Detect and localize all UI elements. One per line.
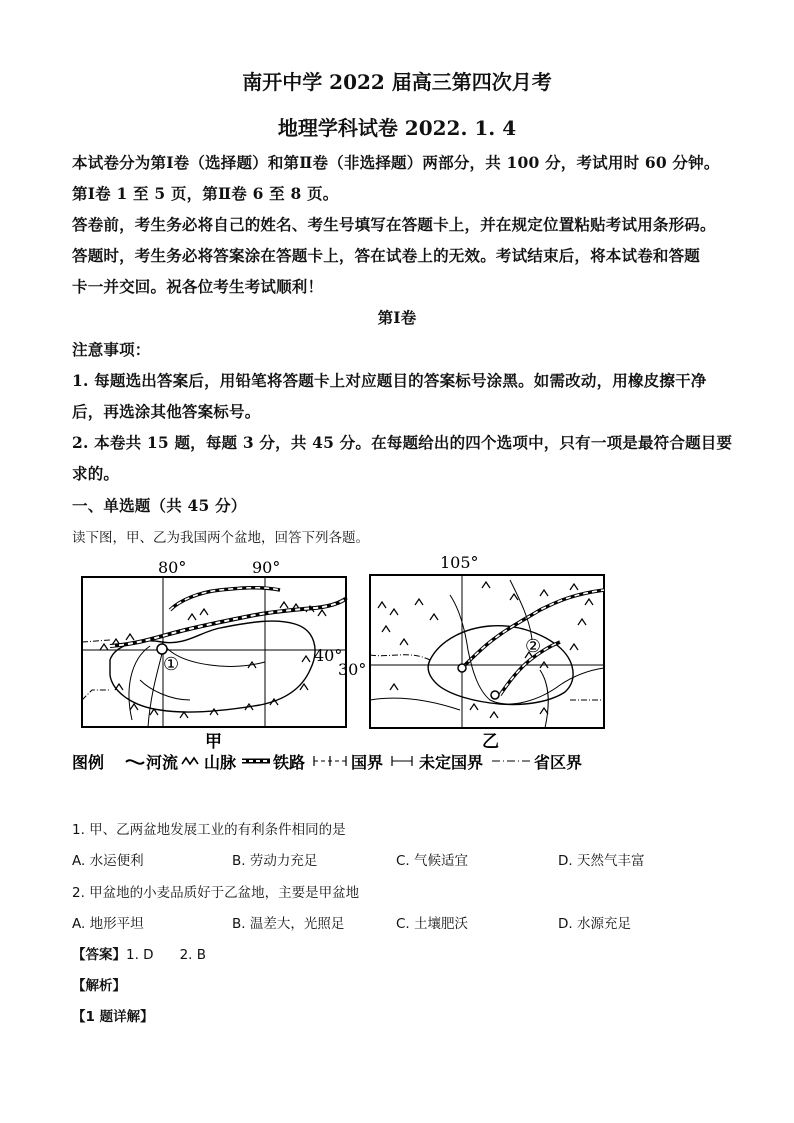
mountain-legend-icon: [182, 758, 198, 764]
legend-railway: 铁路: [273, 753, 306, 772]
legend-river: 河流: [146, 753, 179, 772]
note-1-line-2: 后，再选涂其他答案标号。: [72, 402, 261, 421]
detail-label: 【1 题详解】: [72, 1009, 154, 1025]
map-left-lon2: 90°: [252, 558, 281, 577]
map-right-caption: 乙: [482, 732, 499, 752]
map-left-lon1: 80°: [158, 558, 187, 577]
intro-line-4: 答题时，考生务必将答案涂在答题卡上，答在试卷上的无效。考试结束后，将本试卷和答题: [72, 246, 701, 265]
notes-title: 注意事项：: [72, 340, 151, 359]
question-1-stem: 1. 甲、乙两盆地发展工业的有利条件相同的是: [72, 822, 346, 838]
question-2-option-d[interactable]: D. 水源充足: [558, 916, 631, 932]
exam-title: 南开中学 2022 届高三第四次月考: [242, 70, 552, 94]
question-2-option-b[interactable]: B. 温差大，光照足: [232, 916, 345, 932]
legend-undefined-border: 未定国界: [419, 753, 484, 772]
note-2-line-2: 求的。: [72, 464, 120, 483]
intro-line-3: 答卷前，考生务必将自己的姓名、考生号填写在答题卡上，并在规定位置粘贴考试用条形码。: [72, 215, 716, 234]
question-2-option-a[interactable]: A. 地形平坦: [72, 916, 144, 932]
note-2-line-1: 2. 本卷共 15 题，每题 3 分，共 45 分。在每题给出的四个选项中，只有一项是最符合题目要: [72, 433, 733, 452]
map-right-lat: 30°: [338, 660, 367, 679]
intro-line-1: 本试卷分为第Ⅰ卷（选择题）和第Ⅱ卷（非选择题）两部分，共 100 分，考试用时 60 分钟。: [72, 153, 720, 172]
question-1-option-a[interactable]: A. 水运便利: [72, 853, 144, 869]
analysis-label: 【解析】: [72, 978, 126, 994]
note-1-line-1: 1. 每题选出答案后，用铅笔将答题卡上对应题目的答案标号涂黑。如需改动，用橡皮擦干净: [72, 371, 707, 390]
intro-line-2: 第Ⅰ卷 1 至 5 页，第Ⅱ卷 6 至 8 页。: [72, 184, 339, 203]
map-legend: [72, 753, 582, 772]
answer-line: [72, 943, 206, 963]
exam-subtitle: 地理学科试卷 2022. 1. 4: [277, 116, 517, 140]
map-left: [82, 577, 346, 727]
question-1-option-d[interactable]: D. 天然气丰富: [558, 853, 645, 869]
answer-value-2: 2. B: [179, 947, 207, 963]
map-left-marker: ①: [163, 654, 180, 675]
map-right: [370, 575, 604, 728]
river-legend-icon: [126, 760, 144, 763]
legend-province: 省区界: [534, 753, 583, 772]
legend-title: 图例: [72, 753, 105, 772]
map-left-caption: 甲: [205, 732, 222, 752]
section-heading: 第Ⅰ卷: [377, 308, 417, 327]
map-right-marker: ②: [525, 636, 542, 657]
instruction-text: 读下图，甲、乙为我国两个盆地，回答下列各题。: [72, 530, 369, 546]
undefined-border-legend-icon: [392, 756, 412, 766]
question-1-option-c[interactable]: C. 气候适宜: [396, 853, 469, 869]
border-legend-icon: [314, 756, 346, 766]
intro-line-5: 卡一并交回。祝各位考生考试顺利！: [72, 277, 324, 296]
map-right-lon: 105°: [440, 553, 479, 572]
question-2-option-c[interactable]: C. 土壤肥沃: [396, 916, 469, 932]
basin-map-figure: [70, 550, 630, 780]
question-2-stem: 2. 甲盆地的小麦品质好于乙盆地，主要是甲盆地: [72, 885, 360, 901]
legend-border: 国界: [351, 753, 384, 772]
part-title: 一、单选题（共 45 分）: [72, 496, 247, 515]
answer-label: 【答案】: [72, 947, 126, 963]
answer-value-1: 1. D: [126, 947, 154, 963]
question-1-option-b[interactable]: B. 劳动力充足: [232, 853, 318, 869]
legend-mountain: 山脉: [204, 753, 237, 772]
map-left-lat: 40°: [314, 646, 343, 665]
